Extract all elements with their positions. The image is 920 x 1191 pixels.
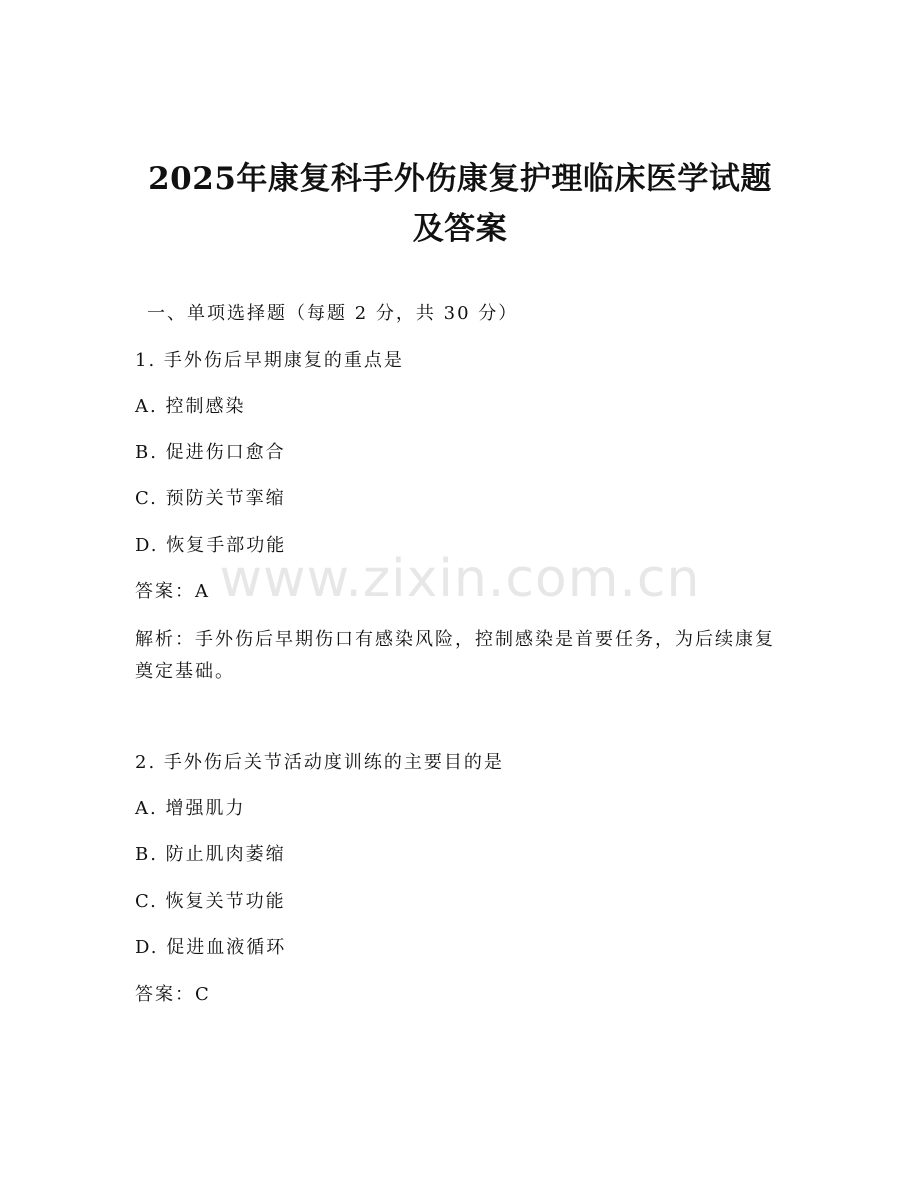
section-heading: 一、单项选择题（每题 2 分，共 30 分） xyxy=(147,303,519,324)
question-stem: 1. 手外伤后早期康复的重点是 xyxy=(135,350,404,371)
option-item: C. 预防关节挛缩 xyxy=(135,488,286,509)
watermark: www.zixin.com.cn xyxy=(219,549,701,609)
document-title-continued: 及答案 xyxy=(412,211,508,247)
option-item: B. 促进伤口愈合 xyxy=(135,442,286,463)
analysis-text: 解析：手外伤后早期伤口有感染风险，控制感染是首要任务，为后续康复奠定基础。 xyxy=(135,629,775,682)
document-title: 2025年康复科手外伤康复护理临床医学试题 xyxy=(148,161,772,197)
option-item: D. 恢复手部功能 xyxy=(135,535,287,556)
question-stem: 2. 手外伤后关节活动度训练的主要目的是 xyxy=(135,752,504,773)
option-item: A. 控制感染 xyxy=(135,396,246,417)
answer-text: 答案：A xyxy=(135,581,210,602)
option-item: C. 恢复关节功能 xyxy=(135,891,286,912)
option-item: D. 促进血液循环 xyxy=(135,937,287,958)
option-item: A. 增强肌力 xyxy=(135,798,246,819)
option-item: B. 防止肌肉萎缩 xyxy=(135,844,286,865)
answer-text: 答案：C xyxy=(135,984,211,1005)
